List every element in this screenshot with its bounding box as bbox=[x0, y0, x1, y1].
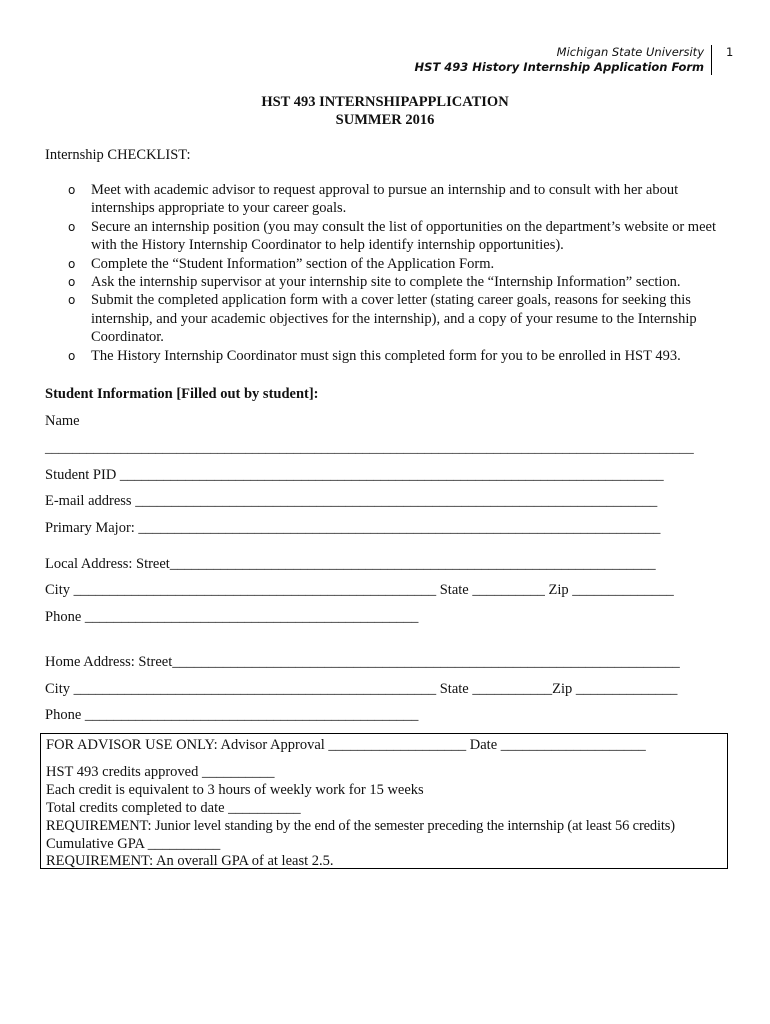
checklist-item: o Submit the completed application form with a cover letter (stating career goals, reasons for seeking this internship, and your academic objectives for the internship), and a copy of your resume to the Internship Coordinator. bbox=[68, 292, 697, 346]
bullet-icon: o bbox=[68, 275, 76, 290]
advisor-approval-field[interactable]: FOR ADVISOR USE ONLY: Advisor Approval ___________________ Date ____________________ bbox=[46, 737, 646, 753]
document-title bbox=[0, 93, 770, 129]
name-field[interactable]: ______________________________________________________________________________________________ bbox=[45, 441, 694, 456]
bullet-icon: o bbox=[68, 219, 76, 234]
university-name: Michigan State University bbox=[556, 45, 704, 59]
checklist-heading: Internship CHECKLIST: bbox=[45, 147, 191, 163]
bullet-icon: o bbox=[68, 348, 76, 363]
bullet-icon: o bbox=[68, 183, 76, 197]
title-line-2: SUMMER 2016 bbox=[335, 112, 435, 128]
checklist bbox=[45, 181, 735, 365]
title-line-1: HST 493 INTERNSHIPAPPLICATION bbox=[261, 94, 509, 110]
checklist-item: o The History Internship Coordinator must sign this completed form for you to be enrolled in HST 493. bbox=[68, 347, 681, 364]
page-header bbox=[415, 45, 712, 75]
form-name: HST 493 History Internship Application Form bbox=[414, 60, 704, 74]
home-city-state-zip-field[interactable]: City __________________________________________________ State ___________Zip ______________ bbox=[45, 681, 678, 697]
credit-note: Each credit is equivalent to 3 hours of weekly work for 15 weeks bbox=[46, 782, 424, 798]
cumulative-gpa-field[interactable]: Cumulative GPA __________ bbox=[46, 836, 221, 852]
email-field[interactable]: E-mail address ________________________________________________________________________ bbox=[45, 493, 658, 509]
advisor-use-box bbox=[40, 733, 728, 869]
bullet-icon: o bbox=[68, 256, 76, 271]
bullet-icon: o bbox=[68, 293, 76, 308]
student-info-heading: Student Information [Filled out by student]: bbox=[45, 386, 319, 402]
checklist-item: o Ask the internship supervisor at your internship site to complete the “Internship Information” section. bbox=[68, 274, 681, 291]
name-label: Name bbox=[45, 413, 80, 429]
total-credits-field[interactable]: Total credits completed to date __________ bbox=[46, 800, 301, 816]
credits-approved-field[interactable]: HST 493 credits approved __________ bbox=[46, 764, 275, 780]
checklist-item: o Complete the “Student Information” section of the Application Form. bbox=[68, 255, 495, 272]
requirement-gpa: REQUIREMENT: An overall GPA of at least 2.5. bbox=[46, 853, 334, 869]
requirement-standing: REQUIREMENT: Junior level standing by the end of the semester preceding the internship (at least 56 credits) bbox=[46, 818, 675, 834]
student-pid-field[interactable]: Student PID ___________________________________________________________________________ bbox=[45, 467, 664, 483]
home-street-field[interactable]: Home Address: Street______________________________________________________________________ bbox=[45, 654, 680, 670]
primary-major-field[interactable]: Primary Major: ________________________________________________________________________ bbox=[45, 520, 661, 536]
page-number: 1 bbox=[726, 45, 734, 59]
local-phone-field[interactable]: Phone ______________________________________________ bbox=[45, 609, 419, 625]
checklist-item: o Meet with academic advisor to request approval to pursue an internship and to consult with her about internships appropriate to your career goals. bbox=[68, 182, 679, 217]
local-street-field[interactable]: Local Address: Street___________________________________________________________________ bbox=[45, 556, 656, 572]
checklist-item: o Secure an internship position (you may consult the list of opportunities on the department’s website or meet with the History Internship Coordinator to help identify internship opportunities). bbox=[68, 218, 716, 254]
local-city-state-zip-field[interactable]: City __________________________________________________ State __________ Zip ______________ bbox=[45, 582, 674, 598]
home-phone-field[interactable]: Phone ______________________________________________ bbox=[45, 707, 419, 723]
